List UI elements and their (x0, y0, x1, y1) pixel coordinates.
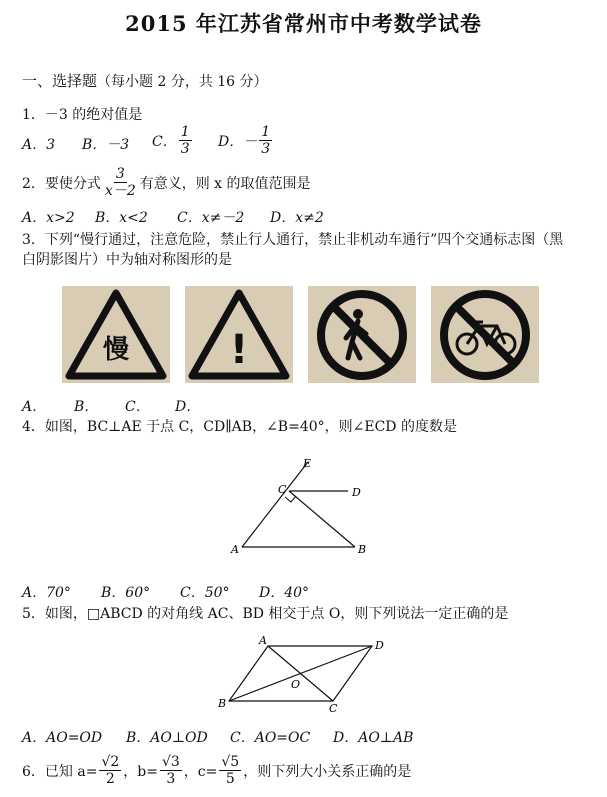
fraction-numerator: 3 (115, 166, 125, 182)
q3-option-c: C． (125, 399, 150, 415)
q2-stem-post: 有意义，则 x 的取值范围是 (139, 175, 311, 192)
q2-stem-pre: 2．要使分式 (22, 175, 101, 192)
q5-label-b: B (218, 697, 227, 710)
q5-label-d: D (375, 639, 384, 652)
q6-fraction-b (160, 755, 182, 786)
fraction-numerator: 1 (261, 124, 271, 140)
q5-option-d: D．AO⊥AB (333, 730, 414, 746)
q3-stem-line2: 白阴影图片）中为轴对称图形的是 (22, 252, 232, 268)
q5-label-a: A (259, 634, 267, 647)
q1-stem: 1．－3 的绝对值是 (22, 107, 143, 123)
q2-option-d: D．x≠2 (270, 210, 324, 226)
q6-stem-b: ，b= (123, 763, 158, 780)
q4-option-b: B．60° (101, 585, 151, 601)
fraction-denominator: 3 (166, 771, 176, 787)
q6-fraction-a (99, 755, 121, 786)
q6-stem-c: ，c= (183, 763, 218, 780)
fraction-numerator: √5 (221, 754, 240, 770)
q5-label-o: O (291, 678, 301, 691)
q2-option-a: A．x>2 (22, 210, 75, 226)
q3-option-d: D． (175, 399, 201, 415)
q1-option-b: B．－3 (82, 137, 130, 153)
q2-option-b: B．x<2 (95, 210, 148, 226)
fraction-numerator: √3 (161, 754, 180, 770)
fraction-denominator: 3 (261, 141, 271, 157)
warning-sign-text: ! (229, 327, 249, 373)
q2-option-c: C．x≠－2 (177, 210, 245, 226)
q6-stem-pre: 6．已知 a= (22, 763, 98, 780)
q4-label-a: A (231, 543, 239, 556)
q5-stem: 5．如图，□ABCD 的对角线 AC、BD 相交于点 O，则下列说法一定正确的是 (22, 606, 509, 622)
q3-option-b: B． (74, 399, 99, 415)
q4-label-b: B (358, 543, 367, 556)
q1-option-d-label: D．－ (218, 133, 258, 150)
section-title: 一、选择题 (22, 72, 98, 90)
q4-option-c: C．50° (180, 585, 230, 601)
fraction-numerator: 1 (180, 124, 190, 140)
q4-option-a: A．70° (22, 585, 71, 601)
fraction-denominator: 2 (105, 771, 115, 787)
q5-option-b: B．AO⊥OD (126, 730, 208, 746)
q4-option-d: D．40° (259, 585, 310, 601)
q4-label-c: C (278, 483, 287, 496)
q5-option-a: A．AO=OD (22, 730, 103, 746)
q3-stem-line1: 3．下列“慢行通过，注意危险，禁止行人通行，禁止非机动车通行”四个交通标志图（黑 (22, 232, 564, 248)
page-title: 2015 年江苏省常州市中考数学试卷 (125, 11, 482, 36)
q3-option-a: A． (22, 399, 47, 415)
q6-fraction-c (219, 755, 241, 786)
q1-option-a: A．3 (22, 137, 56, 153)
fraction-numerator: √2 (101, 754, 120, 770)
fraction-denominator: x－2 (104, 183, 136, 199)
q4-label-d: D (352, 486, 361, 499)
fraction-denominator: 3 (180, 141, 190, 157)
section-note: （每小题 2 分，共 16 分） (97, 74, 268, 90)
q4-label-e: E (303, 457, 312, 470)
slow-sign-text: 慢 (102, 335, 130, 365)
q4-stem: 4．如图，BC⊥AE 于点 C，CD∥AB，∠B=40°，则∠ECD 的度数是 (22, 419, 457, 435)
q5-option-c: C．AO=OC (230, 730, 311, 746)
q1-option-c-label: C． (152, 133, 177, 150)
q5-label-c: C (329, 702, 338, 715)
q6-stem-post: ，则下列大小关系正确的是 (243, 763, 412, 780)
fraction-denominator: 5 (225, 771, 235, 787)
q6-stem (22, 755, 411, 786)
